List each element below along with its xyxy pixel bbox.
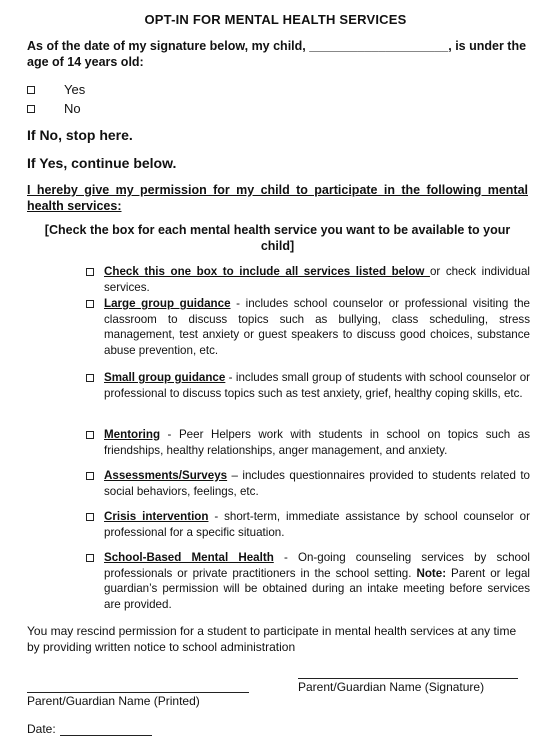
printed-name-line[interactable] bbox=[27, 692, 249, 693]
date-field bbox=[27, 722, 152, 736]
service-mentoring bbox=[86, 427, 530, 458]
checkbox-large-group[interactable] bbox=[86, 300, 94, 308]
service-assessments-desc: – includes questionnaires provided to students related to social behaviors, feelings, etc. bbox=[104, 469, 530, 498]
option-yes[interactable] bbox=[27, 82, 85, 97]
printed-name-label: Parent/Guardian Name (Printed) bbox=[27, 694, 200, 708]
date-label: Date: bbox=[27, 722, 56, 736]
service-school-based bbox=[86, 550, 530, 612]
service-assessments bbox=[86, 468, 530, 499]
service-large-group-desc: - includes school counselor or professional visiting the classroom to discuss topics such as bullying, class scheduling, stress management, test anxiety or guest speakers to discuss good choices, substance abuse prevention, etc. bbox=[104, 297, 530, 357]
checkbox-all-services[interactable] bbox=[86, 268, 94, 276]
service-crisis-desc: - short-term, immediate assistance by school counselor or professional for a specific situation. bbox=[104, 510, 530, 539]
service-school-based-note-label: Note: bbox=[416, 566, 447, 580]
option-yes-label: Yes bbox=[64, 82, 86, 97]
service-assessments-name: Assessments/Surveys bbox=[104, 469, 228, 482]
signature-label: Parent/Guardian Name (Signature) bbox=[298, 680, 485, 694]
service-all-desc: or check individual services. bbox=[104, 265, 530, 294]
service-school-based-note: Parent or legal guardian’s permission will be obtained during an intake meeting before services are provided. bbox=[104, 566, 530, 611]
checkbox-no[interactable] bbox=[27, 105, 35, 113]
age-statement: As of the date of my signature below, my child, ____________________, is under the age of 14 years old: bbox=[27, 39, 527, 69]
service-all-label: Check this one box to include all services listed below bbox=[104, 265, 430, 278]
checkbox-school-based[interactable] bbox=[86, 554, 94, 562]
service-crisis bbox=[86, 509, 530, 540]
rescind-notice: You may rescind permission for a student to participate in mental health services at any time by providing written notice to school administration bbox=[27, 624, 517, 654]
service-small-group-name: Small group guidance bbox=[104, 371, 226, 384]
checkbox-mentoring[interactable] bbox=[86, 431, 94, 439]
if-no-instruction: If No, stop here. bbox=[27, 127, 133, 143]
checkbox-assessments[interactable] bbox=[86, 472, 94, 480]
permission-statement: I hereby give my permission for my child to participate in the following mental health services: bbox=[27, 183, 528, 213]
date-line[interactable] bbox=[60, 723, 152, 736]
service-small-group-desc: - includes small group of students with school counselor or professional to discuss topics such as test anxiety, grief, healthy coping skills, etc. bbox=[104, 371, 530, 400]
checkbox-yes[interactable] bbox=[27, 86, 35, 94]
service-large-group-name: Large group guidance bbox=[104, 297, 231, 310]
if-yes-instruction: If Yes, continue below. bbox=[27, 155, 177, 171]
service-small-group bbox=[86, 370, 530, 401]
checkbox-crisis[interactable] bbox=[86, 513, 94, 521]
checkbox-instruction: [Check the box for each mental health service you want to be available to your child] bbox=[44, 223, 511, 253]
service-school-based-desc: - On-going counseling services by school professionals or private practitioners in the school setting. bbox=[104, 551, 530, 580]
service-crisis-name: Crisis intervention bbox=[104, 510, 209, 523]
checkbox-small-group[interactable] bbox=[86, 374, 94, 382]
service-all bbox=[86, 264, 530, 295]
service-mentoring-name: Mentoring bbox=[104, 428, 161, 441]
option-no-label: No bbox=[64, 101, 81, 116]
form-title: OPT-IN FOR MENTAL HEALTH SERVICES bbox=[144, 12, 407, 27]
service-school-based-name: School-Based Mental Health bbox=[104, 551, 274, 564]
option-no[interactable] bbox=[27, 101, 81, 116]
signature-line[interactable] bbox=[298, 678, 518, 679]
service-mentoring-desc: - Peer Helpers work with students in school on topics such as friendships, healthy relationships, anger management, and anxiety. bbox=[104, 428, 530, 457]
service-large-group bbox=[86, 296, 530, 358]
